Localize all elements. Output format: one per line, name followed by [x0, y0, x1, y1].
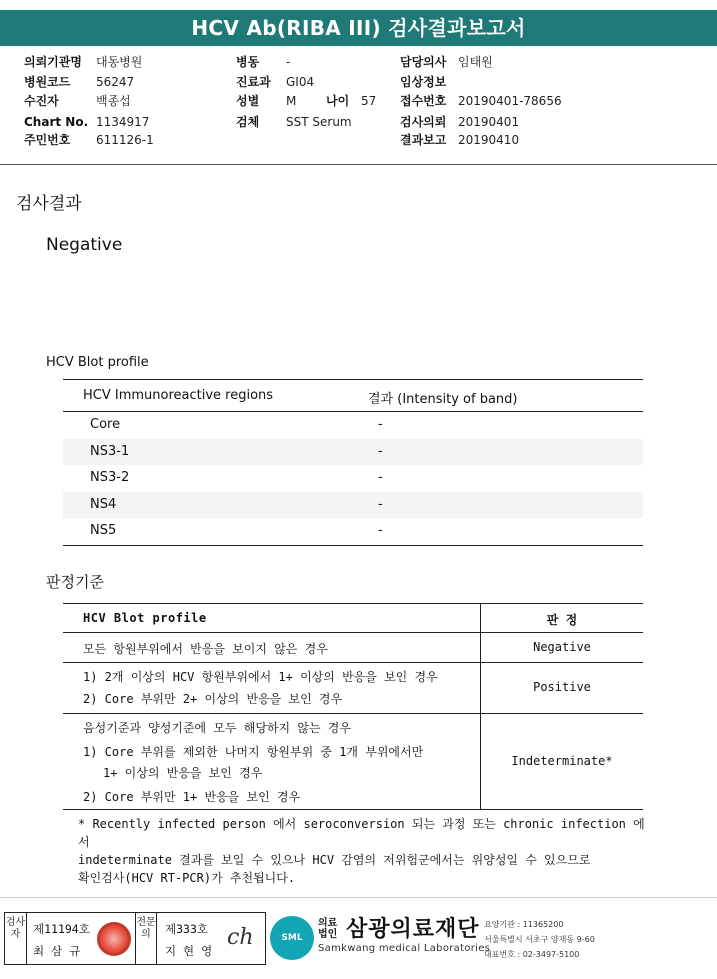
footnote-line: indeterminate 결과를 보일 수 있으나 HCV 감염의 저위험군에서는 위양성일 수 있으므로	[78, 853, 591, 867]
verdict-positive: Positive	[533, 680, 591, 694]
region-cell: NS5	[90, 523, 117, 539]
info-doctor: 담당의사 임태원	[400, 55, 493, 69]
table-row	[63, 412, 643, 439]
info-specimen: 검체 SST Serum	[236, 115, 352, 129]
specialist-name: 지 현 영	[165, 944, 213, 958]
criteria-header-verdict: 판 정	[546, 613, 578, 627]
blot-profile-table	[63, 379, 643, 546]
criteria-header-profile: HCV Blot profile	[83, 611, 207, 625]
footer-divider	[0, 897, 717, 898]
criteria-text: 음성기준과 양성기준에 모두 해당하지 않는 경우	[83, 721, 351, 735]
table-row	[63, 492, 643, 519]
specialist-label: 전문의	[135, 913, 157, 964]
table-row	[63, 465, 643, 492]
criteria-header-row	[63, 603, 643, 633]
criteria-row-negative	[63, 633, 643, 663]
footnote-line: 확인검사(HCV RT-PCR)가 추천됩니다.	[78, 871, 296, 885]
contact-institution-code: 요양기관 : 11365200	[484, 920, 564, 929]
criteria-text: 2) Core 부위만 1+ 반응을 보인 경우	[83, 790, 301, 804]
info-request-date: 검사의뢰 20190401	[400, 115, 520, 129]
result-section-title: 검사결과	[16, 194, 82, 214]
info-age: 나이 57	[326, 94, 377, 108]
column-header-result: 결과 (Intensity of band)	[368, 392, 518, 407]
sml-logo-icon: SML	[270, 916, 314, 960]
result-cell: -	[378, 470, 383, 486]
foundation-english-name: Samkwang medical Laboratories	[318, 943, 491, 954]
region-cell: NS3-1	[90, 443, 130, 459]
contact-phone: 대표번호 : 02-3497-5100	[484, 950, 580, 959]
criteria-row-positive	[63, 663, 643, 714]
blot-profile-bottom-rule	[63, 545, 643, 546]
report-title: HCV Ab(RIBA III) 검사결과보고서	[191, 16, 526, 40]
region-cell: NS3-2	[90, 470, 130, 486]
info-hospital-name: 의뢰기관명 대동병원	[24, 55, 143, 69]
signature-mark: ch	[227, 925, 254, 950]
result-cell: -	[378, 523, 383, 539]
blot-profile-title: HCV Blot profile	[46, 355, 149, 370]
footnote-line: * Recently infected person 에서 seroconversion 되는 과정 또는 chronic infection 에서	[78, 817, 645, 849]
info-department: 진료과 GI04	[236, 75, 315, 89]
foundation-name: 삼광의료재단	[346, 917, 480, 942]
result-value: Negative	[46, 235, 123, 255]
table-row	[63, 439, 643, 466]
region-cell: Core	[90, 417, 121, 432]
criteria-text: 1+ 이상의 반응을 보인 경우	[103, 766, 263, 780]
verdict-indeterminate: Indeterminate*	[511, 754, 613, 768]
info-ward: 병동 -	[236, 55, 291, 69]
examiner-name: 최 삼 규	[33, 944, 81, 958]
info-divider	[0, 164, 717, 165]
region-cell: NS4	[90, 496, 117, 512]
contact-address: 서울특별시 서초구 양재동 9-60	[484, 935, 595, 944]
info-clinical-info: 임상정보	[400, 75, 447, 89]
info-receipt-no: 접수번호 20190401-78656	[400, 94, 562, 108]
info-patient-name: 수진자 백종섭	[24, 94, 131, 108]
blot-profile-header	[63, 379, 643, 412]
info-hospital-code: 병원코드 56247	[24, 75, 135, 89]
info-resident-no: 주민번호 611126-1	[24, 133, 154, 147]
criteria-text: 1) 2개 이상의 HCV 항원부위에서 1+ 이상의 반응을 보인 경우	[83, 670, 438, 684]
criteria-text: 모든 항원부위에서 반응을 보이지 않은 경우	[83, 642, 328, 656]
result-cell: -	[378, 443, 383, 459]
result-cell: -	[378, 496, 383, 512]
info-sex: 성별 M	[236, 94, 297, 108]
column-header-region: HCV Immunoreactive regions	[83, 388, 274, 403]
criteria-text: 1) Core 부위를 제외한 나머지 항원부위 중 1개 부위에서만	[83, 745, 424, 759]
patient-info	[0, 52, 717, 160]
seal-icon	[97, 922, 131, 956]
examiner-label: 검사자	[5, 913, 27, 964]
info-report-date: 결과보고 20190410	[400, 133, 520, 147]
criteria-text: 2) Core 부위만 2+ 이상의 반응을 보인 경우	[83, 692, 343, 706]
signature-box	[4, 912, 266, 965]
criteria-row-indeterminate	[63, 714, 643, 810]
result-cell: -	[378, 417, 383, 432]
examiner-no: 제11194호	[33, 922, 90, 936]
footnote	[78, 815, 648, 887]
info-chart-no: Chart No. 1134917	[24, 115, 150, 129]
verdict-negative: Negative	[533, 640, 591, 654]
specialist-no: 제333호	[165, 922, 208, 936]
foundation-type: 의료 법인	[318, 918, 338, 940]
criteria-title: 판정기준	[46, 573, 104, 591]
table-row	[63, 518, 643, 545]
criteria-table	[63, 603, 643, 810]
